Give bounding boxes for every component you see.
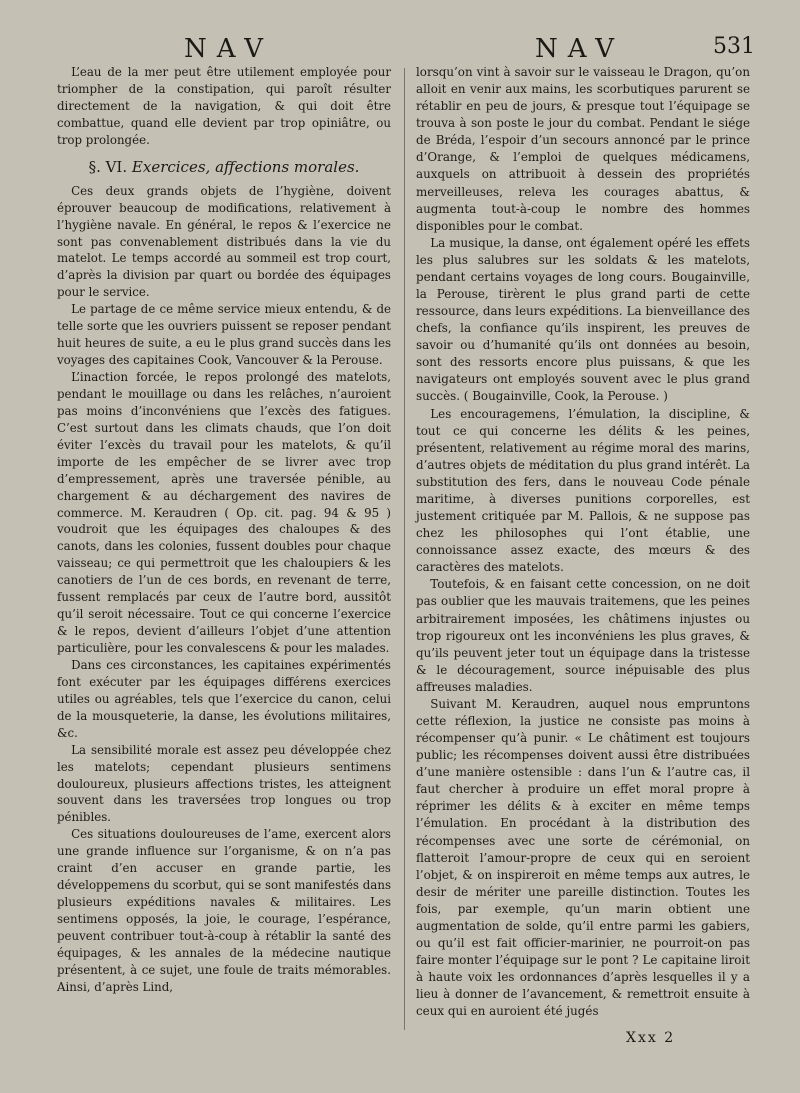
paragraph: L’inaction forcée, le repos prolongé des matelots, pendant le mouillage ou dans les relâches, n’auroient pas moins d’inconvéniens que l’excès des fatigues. C’est surtout dans les climats chauds, que l’on doit éviter l’excès du travail pour les matelots, & qu’il importe de les empêcher de se livrer avec trop d’empressement, après une traversée pénible, au chargement & au déchargement des navires de commerce. M. Keraudren ( Op. cit. pag. 94 & 95 ) voudroit que les équipages des chaloupes & des canots, dans les colonies, fussent doubles pour chaque vaisseau; ce qui permettroit que les chaloupiers & les canotiers de l’un de ces bords, en revenant de terre, fussent remplacés par ceux de l’autre bord, aussitôt qu’il seroit nécessaire. Tout ce qui concerne l’exercice & le repos, devient d’ailleurs l’objet d’une attention particulière, pour les convalescens & pour les malades. [57, 370, 391, 655]
paragraph: La sensibilité morale est assez peu développée chez les matelots; cependant plusieurs sentimens douloureux, plusieurs affections tristes, les atteignent souvent dans les traversées trop longues ou trop pénibles. [57, 742, 391, 825]
running-head-left: NAV [184, 34, 274, 64]
paragraph: Toutefois, & en faisant cette concession, on ne doit pas oublier que les mauvais traitemens, que les peines arbitrairement imposées, les châtimens injustes ou trop rigoureux ont les inconvéniens les plus graves, & qu’ils peuvent jeter tout un équipage dans la tristesse & le découragement, source inépuisable des plus affreuses maladies. [416, 577, 750, 694]
running-head-right: NAV [535, 34, 625, 64]
left-column [57, 64, 391, 996]
signature-mark: Xxx 2 [626, 1030, 676, 1046]
paragraph: Le partage de ce même service mieux entendu, & de telle sorte que les ouvriers puissent se reposer pendant huit heures de suite, a eu le plus grand succès dans les voyages des capitaines Cook, Vancouver & la Perouse. [57, 302, 391, 368]
paragraph: Ces situations douloureuses de l’ame, exercent alors une grande influence sur l’organisme, & on n’a pas craint d’en accuser en grande partie, les développemens du scorbut, qui se sont manifestés dans plusieurs expéditions navales & militaires. Les sentimens opposés, la joie, le courage, l’espérance, peuvent contribuer tout-à-coup à rétablir la santé des équipages, & les annales de la médecine nautique présentent, à ce sujet, une foule de traits mémorables. Ainsi, d’après Lind, [57, 827, 391, 994]
right-column [416, 64, 750, 1020]
section-heading [57, 157, 391, 177]
page-number: 531 [713, 34, 755, 59]
paragraph: Suivant M. Keraudren, auquel nous empruntons cette réflexion, la justice ne consiste pas moins à récompenser qu’à punir. « Le châtiment est toujours public; les récompenses doivent aussi être distribuées d’une manière ostensible : dans l’un & l’autre cas, il faut chercher à produire un effet moral propre à réprimer les délits & à exciter en même temps l’émulation. En procédant à la distribution des récompenses avec une sorte de cérémonial, on flatteroit l’amour-propre de ceux qui en seroient l’objet, & on inspireroit en même temps aux autres, le desir de mériter une pareille distinction. Toutes les fois, par exemple, qu’un marin obtient une augmentation de solde, qu’il entre parmi les gabiers, ou qu’il est fait officier-marinier, ne pourroit-on pas faire monter l’équipage sur le pont ? Le capitaine liroit à haute voix les ordonnances d’après lesquelles il y a lieu à donner de l’avancement, & remettroit ensuite à ceux qui en auroient été jugés [416, 696, 750, 1019]
paragraph: Dans ces circonstances, les capitaines expérimentés font exécuter par les équipages différens exercices utiles ou agréables, tels que l’exercice du canon, celui de la mousqueterie, la danse, les évolutions militaires, &c. [57, 657, 391, 740]
intro-paragraph: L’eau de la mer peut être utilement employée pour triompher de la constipation, qui paroît résulter directement de la navigation, & qui doit être combattue, quand elle devient par trop opiniâtre, ou trop prolongée. [57, 65, 391, 147]
section-number: §. VI. [88, 157, 128, 176]
column-divider [404, 68, 405, 1030]
paragraph: La musique, la danse, ont également opéré les effets les plus salubres sur les soldats & les matelots, pendant certains voyages de long cours. Bougainville, la Perouse, tirèrent le plus grand parti de cette ressource, dans leurs expéditions. La bienveillance des chefs, la confiance qu’ils inspirent, les preuves de savoir ou d’humanité qu’ils ont données au besoin, sont des ressorts encore plus puissans, & que les navigateurs ont employés souvent avec le plus grand succès. ( Bougainville, Cook, la Perouse. ) [416, 235, 750, 404]
section-title: Exercices, affections morales. [131, 157, 360, 176]
paragraph: lorsqu’on vint à savoir sur le vaisseau le Dragon, qu’on alloit en venir aux mains, les scorbutiques parurent se rétablir en peu de jours, & presque tout l’équipage se trouva à son poste le jour du combat. Pendant le siége de Bréda, l’espoir d’un secours annoncé par le prince d’Orange, & l’emploi de quelques médicamens, auxquels on attribuoit à dessein des propriétés merveilleuses, releva les courages abattus, & augmenta tout-à-coup le nombre des hommes disponibles pour le combat. [416, 65, 750, 233]
paragraph: Les encouragemens, l’émulation, la discipline, & tout ce qui concerne les délits & les peines, présentent, relativement au régime moral des marins, d’autres objets de méditation du plus grand intérêt. La substitution des fers, dans le nouveau Code pénale maritime, à diverses punitions corporelles, est justement critiquée par M. Pallois, & ne suppose pas chez les philosophes qui l’ont établie, une connoissance assez exacte, des mœurs & des caractères des matelots. [416, 406, 750, 575]
paragraph: Ces deux grands objets de l’hygiène, doivent éprouver beaucoup de modifications, relativement à l’hygiène navale. En général, le repos & l’exercice ne sont pas convenablement distribués dans la vie du matelot. Le temps accordé au sommeil est trop court, d’après la division par quart ou bordée des équipages pour le service. [57, 183, 391, 300]
